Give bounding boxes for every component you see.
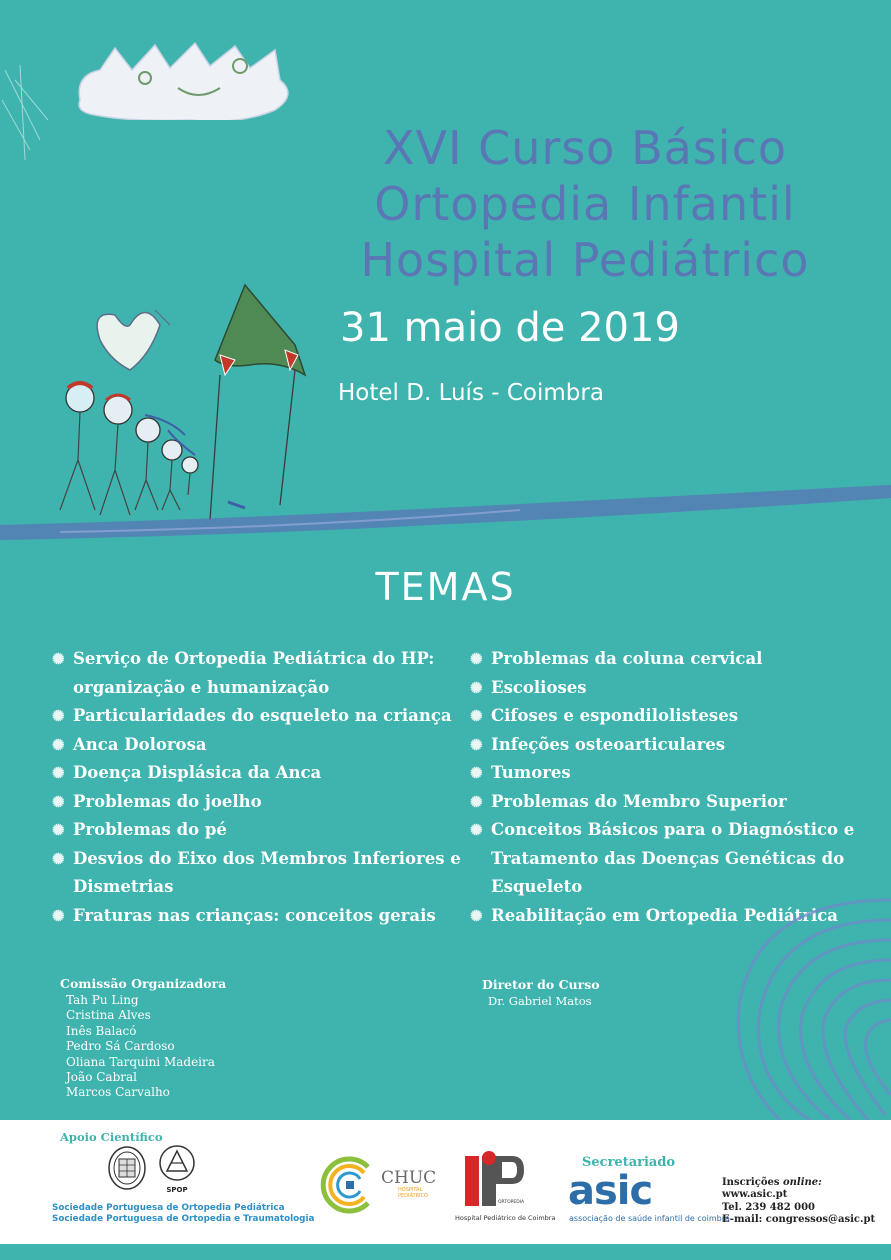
sunburst-bullet-icon: ✺ [52,650,65,668]
spop-seal-icon [107,1145,147,1191]
committee-member: Tah Pu Ling [66,993,139,1007]
grass-sketch [0,60,60,170]
sunburst-bullet-icon: ✺ [52,821,65,839]
chuc-name: CHUC [381,1168,437,1188]
director-heading: Diretor do Curso [482,977,600,992]
hospital-name: Hospital Pediátrico de Coimbra [455,1214,556,1222]
registration-label: Inscrições online: [722,1177,822,1188]
list-item: ✺ Tumores [470,759,880,788]
sunburst-bullet-icon: ✺ [470,735,483,754]
title-line-3: Hospital Pediátrico [360,233,810,287]
asic-subtitle: associação de saúde infantil de coimbra [569,1214,730,1223]
list-item: ✺ Conceitos Básicos para o Diagnóstico e Tratamento das Doenças Genéticas do Esqueleto [470,816,880,902]
societies-names [52,1203,314,1225]
website-link[interactable]: www.asic.pt [722,1189,788,1201]
course-venue: Hotel D. Luís - Coimbra [338,380,604,406]
title-line-1: XVI Curso Básico [382,121,787,175]
sunburst-bullet-icon: ✺ [470,821,483,839]
sunburst-bullet-icon: ✺ [52,764,65,782]
sunburst-bullet-icon: ✺ [52,707,65,725]
email-link[interactable]: E-mail: congressos@asic.pt [722,1214,876,1226]
sunburst-bullet-icon: ✺ [470,792,483,811]
course-date: 31 maio de 2019 [340,305,680,351]
secretariat-heading: Secretariado [582,1155,676,1170]
committee-member: Oliana Tarquini Madeira [66,1054,215,1069]
list-item: ✺ Problemas do pé [52,816,472,845]
sunburst-bullet-icon: ✺ [470,906,483,925]
list-item: ✺ Fraturas nas crianças: conceitos gerais [52,902,472,931]
topics-heading: TEMAS [375,565,516,609]
sunburst-bullet-icon: ✺ [52,735,65,754]
society-name: Sociedade Portuguesa de Ortopedia Pediátrica [52,1203,285,1213]
list-item: ✺ Problemas do joelho [52,788,472,817]
list-item: ✺ Escolioses [470,674,880,703]
list-item: ✺ Anca Dolorosa [52,731,472,760]
asic-logo: asic [568,1168,653,1214]
spot-seal-icon [157,1143,197,1195]
list-item: ✺ Infeções osteoarticulares [470,731,880,760]
hp-ortopedia-label: ORTOPEDIA [498,1200,525,1205]
seal-label: SPOP [166,1186,188,1194]
list-item: ✺ Reabilitação em Ortopedia Pediátrica [470,902,880,931]
hospital-pediatrico-logo-icon [460,1148,530,1208]
contact-info [722,1177,875,1227]
list-item: ✺ Serviço de Ortopedia Pediátrica do HP: organização e humanização [52,645,472,702]
chuc-subtitle: HOSPITAL PEDIÁTRICO [398,1187,428,1199]
sunburst-bullet-icon: ✺ [52,906,65,925]
chuc-logo-icon [320,1155,380,1215]
sunburst-bullet-icon: ✺ [470,707,483,725]
cloud-drawing [70,40,300,120]
list-item: ✺ Problemas do Membro Superior [470,788,880,817]
scientific-support-heading: Apoio Científico [60,1130,163,1144]
director-name: Dr. Gabriel Matos [488,994,592,1008]
committee-heading: Comissão Organizadora [60,976,227,991]
list-item: ✺ Doença Displásica da Anca [52,759,472,788]
topics-list-left [52,645,472,930]
list-item: ✺ Particularidades do esqueleto na criança [52,702,472,731]
list-item: ✺ Desvios do Eixo dos Membros Inferiores e Dismetrias [52,845,472,902]
footer-bar [0,1244,891,1260]
committee-member: Cristina Alves [66,1008,151,1023]
course-title [300,120,870,288]
course-director [482,977,600,1008]
sunburst-bullet-icon: ✺ [470,764,483,782]
phone-number: Tel. 239 482 000 [722,1201,816,1213]
sunburst-bullet-icon: ✺ [470,678,483,697]
organizing-committee [60,976,226,1101]
society-name: Sociedade Portuguesa de Ortopedia e Traumatologia [52,1214,315,1224]
title-line-2: Ortopedia Infantil [374,177,796,231]
committee-member: Inês Balacó [66,1023,137,1038]
brush-swoosh [0,480,891,570]
sunburst-bullet-icon: ✺ [52,849,65,868]
sunburst-bullet-icon: ✺ [470,650,483,668]
list-item: ✺ Cifoses e espondilolisteses [470,702,880,731]
list-item: ✺ Problemas da coluna cervical [470,645,880,674]
committee-member: Pedro Sá Cardoso [66,1039,175,1054]
committee-member: João Cabral [66,1070,137,1085]
fingerprint-graphic [720,880,891,1120]
sunburst-bullet-icon: ✺ [52,792,65,811]
committee-member: Marcos Carvalho [66,1085,170,1100]
